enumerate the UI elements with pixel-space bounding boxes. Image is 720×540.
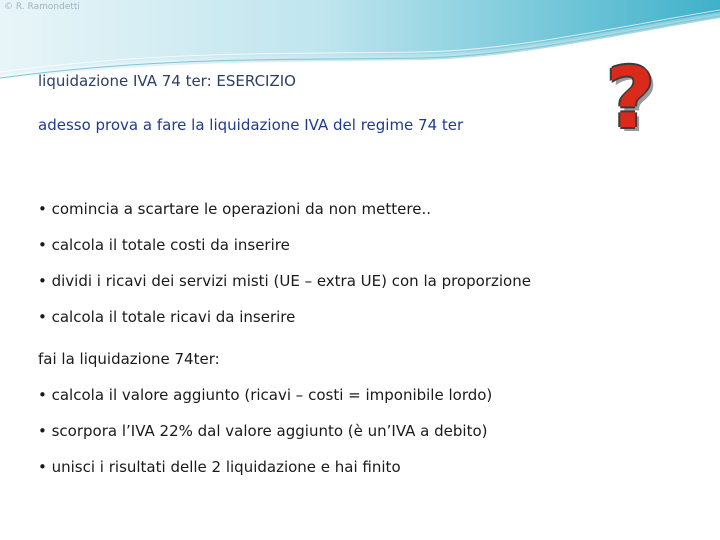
bullet-line: • scorpora l’IVA 22% dal valore aggiunto (è un’IVA a debito) [38, 422, 488, 440]
bullet-line: • calcola il valore aggiunto (ricavi – costi = imponibile lordo) [38, 386, 493, 404]
slide-title: liquidazione IVA 74 ter: ESERCIZIO [38, 72, 296, 90]
section-heading: fai la liquidazione 74ter: [38, 350, 220, 368]
question-mark-icon: ? [606, 49, 655, 147]
bullet-line: • dividi i ricavi dei servizi misti (UE – extra UE) con la proporzione [38, 272, 531, 290]
copyright-text: © R. Ramondetti [4, 2, 80, 12]
slide-subtitle: adesso prova a fare la liquidazione IVA del regime 74 ter [38, 116, 464, 134]
bullet-line: • unisci i risultati delle 2 liquidazione e hai finito [38, 458, 401, 476]
bullet-line: • calcola il totale ricavi da inserire [38, 308, 296, 326]
bullet-line: • calcola il totale costi da inserire [38, 236, 290, 254]
bullet-line: • comincia a scartare le operazioni da non mettere.. [38, 200, 431, 218]
